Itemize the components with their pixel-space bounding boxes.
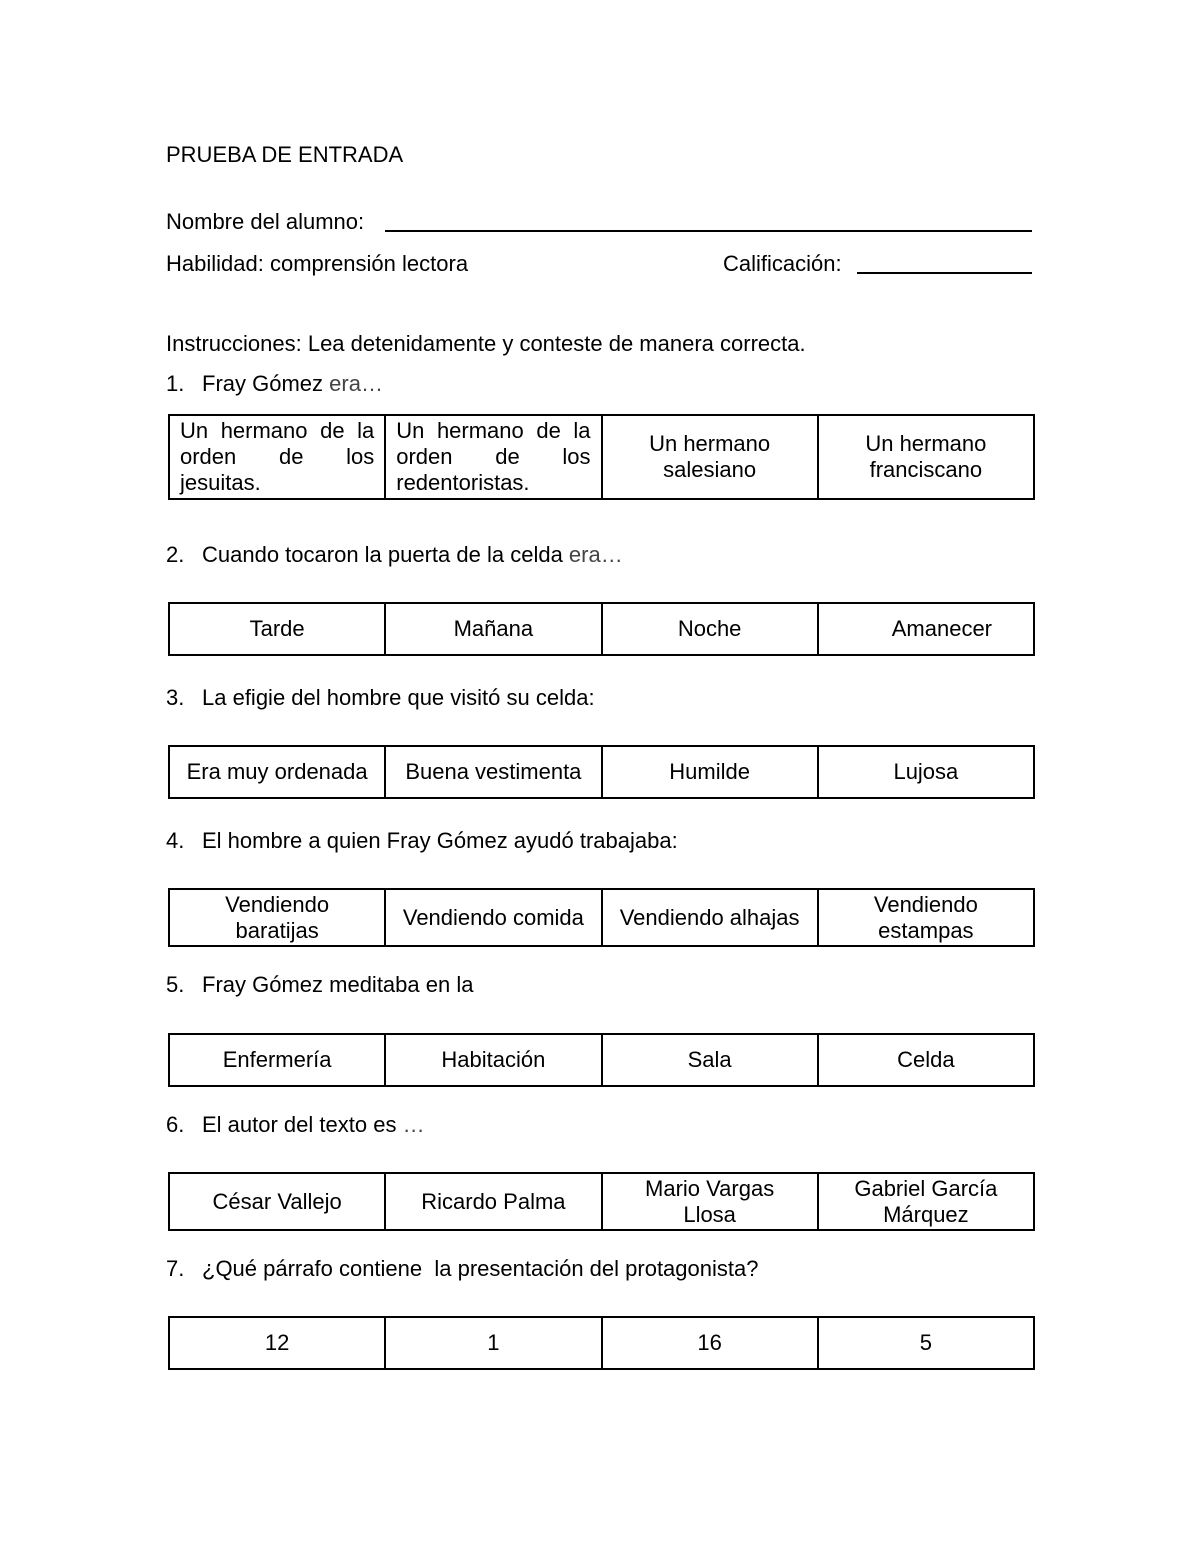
option-b[interactable]: Buena vestimenta (385, 746, 601, 798)
question-number: 1. (166, 371, 185, 396)
question-2 (166, 542, 623, 568)
option-d[interactable]: Vendiendo estampas (818, 889, 1034, 946)
option-c[interactable]: 16 (602, 1317, 818, 1369)
option-d[interactable]: Gabriel García Márquez (818, 1173, 1034, 1230)
question-4 (166, 828, 678, 854)
question-1 (166, 371, 383, 397)
options-table-6 (168, 1172, 1035, 1231)
options-table-1 (168, 414, 1035, 500)
question-tail: era… (323, 371, 383, 396)
option-c[interactable]: Mario Vargas Llosa (602, 1173, 818, 1230)
option-b[interactable]: 1 (385, 1317, 601, 1369)
option-a[interactable]: 12 (169, 1317, 385, 1369)
question-number: 7. (166, 1256, 185, 1281)
options-table-4 (168, 888, 1035, 947)
option-a[interactable]: Un hermano de la orden de los jesuitas. (169, 415, 385, 499)
instructions-text: Instrucciones: Lea detenidamente y conteste de manera correcta. (166, 331, 806, 356)
option-a[interactable]: Era muy ordenada (169, 746, 385, 798)
option-b[interactable]: Ricardo Palma (385, 1173, 601, 1230)
option-c[interactable]: Noche (602, 603, 818, 655)
question-text: La efigie del hombre que visitó su celda: (202, 685, 595, 710)
option-d[interactable]: 5 (818, 1317, 1034, 1369)
option-b[interactable]: Vendiendo comida (385, 889, 601, 946)
question-6 (166, 1112, 425, 1138)
options-table-7 (168, 1316, 1035, 1370)
grade-field[interactable] (857, 272, 1032, 274)
options-table-5 (168, 1033, 1035, 1087)
student-name-label: Nombre del alumno: (166, 209, 365, 234)
option-d[interactable]: Celda (818, 1034, 1034, 1086)
question-text: El autor del texto es (202, 1112, 397, 1137)
option-c[interactable]: Sala (602, 1034, 818, 1086)
option-b[interactable]: Habitación (385, 1034, 601, 1086)
option-c[interactable]: Un hermano salesiano (602, 415, 818, 499)
question-text: Fray Gómez meditaba en la (202, 972, 474, 997)
option-a[interactable]: Tarde (169, 603, 385, 655)
question-5 (166, 972, 473, 998)
question-number: 3. (166, 685, 185, 710)
question-number: 6. (166, 1112, 185, 1137)
grade-label: Calificación: (723, 251, 842, 276)
question-tail: era… (562, 542, 623, 567)
question-text: Cuando tocaron la puerta de la celda (202, 542, 563, 567)
option-b[interactable]: Mañana (385, 603, 601, 655)
option-a[interactable]: Enfermería (169, 1034, 385, 1086)
question-number: 5. (166, 972, 185, 997)
question-number: 2. (166, 542, 185, 567)
question-7 (166, 1256, 758, 1282)
option-a[interactable]: Vendiendo baratijas (169, 889, 385, 946)
option-d[interactable]: Amanecer (818, 603, 1034, 655)
question-number: 4. (166, 828, 185, 853)
question-3 (166, 685, 595, 711)
option-d[interactable]: Lujosa (818, 746, 1034, 798)
page-title: PRUEBA DE ENTRADA (166, 142, 404, 167)
option-c[interactable]: Humilde (602, 746, 818, 798)
question-text: ¿Qué párrafo contiene la presentación del protagonista? (202, 1256, 759, 1281)
options-table-3 (168, 745, 1035, 799)
option-a[interactable]: César Vallejo (169, 1173, 385, 1230)
question-text: Fray Gómez (202, 371, 324, 396)
options-table-2 (168, 602, 1035, 656)
option-c[interactable]: Vendiendo alhajas (602, 889, 818, 946)
option-d[interactable]: Un hermano franciscano (818, 415, 1034, 499)
question-tail: … (396, 1112, 425, 1137)
skill-label: Habilidad: comprensión lectora (166, 251, 469, 276)
student-name-field[interactable] (385, 230, 1032, 232)
question-text: El hombre a quien Fray Gómez ayudó trabajaba: (202, 828, 678, 853)
option-b[interactable]: Un hermano de la orden de los redentoristas. (385, 415, 601, 499)
